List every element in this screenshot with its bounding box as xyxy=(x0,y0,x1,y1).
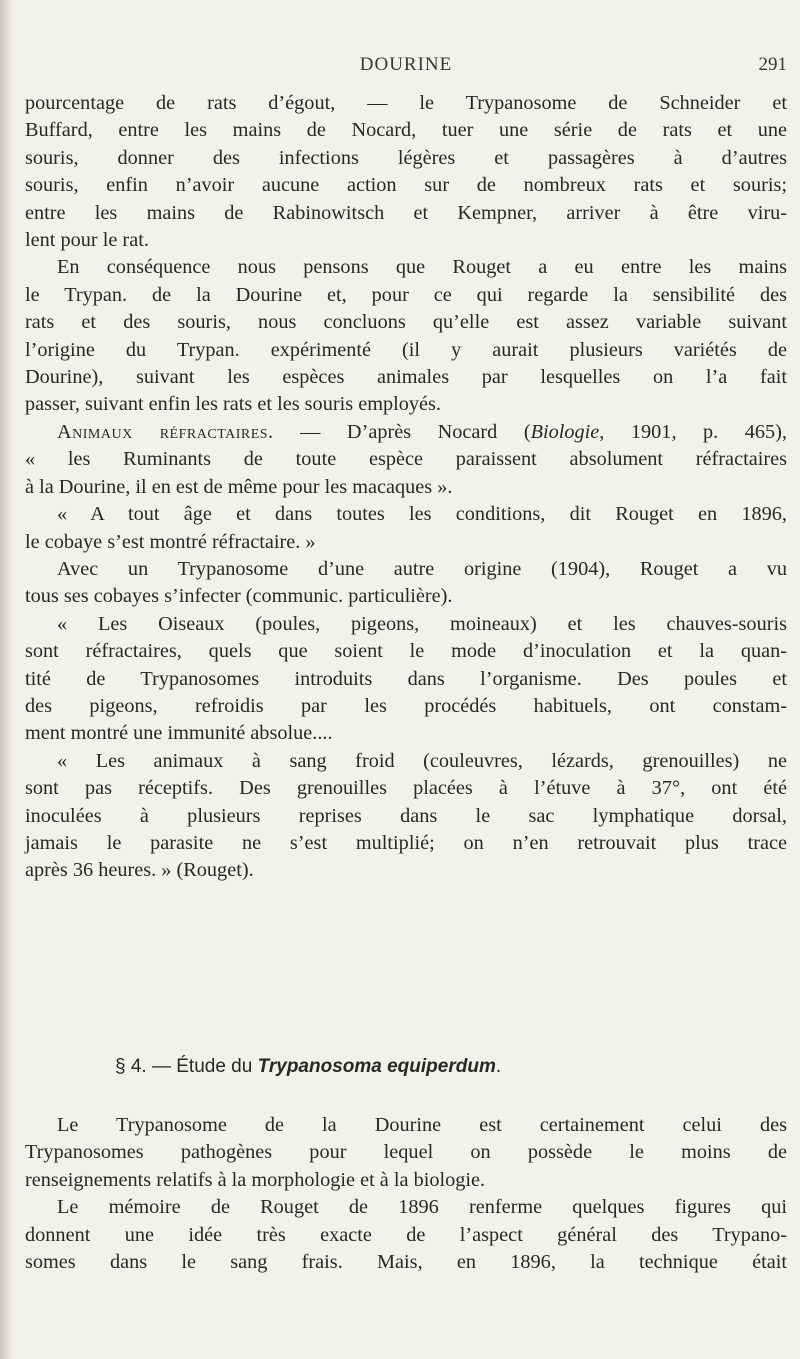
section-heading-title: Trypanosoma equiperdum xyxy=(257,1056,496,1077)
text-line: lent pour le rat. xyxy=(25,229,149,252)
run-in-heading: Animaux réfractaires. xyxy=(57,420,274,443)
text-run: , 1901, p. 465), xyxy=(599,420,787,443)
text-line: entre les mains de Rabinowitsch et Kempner, arriver à être viru- xyxy=(25,201,787,224)
text-line: après 36 heures. » (Rouget). xyxy=(25,859,254,882)
text-line: Dourine), suivant les espèces animales par lesquelles on l’a fait xyxy=(25,366,787,389)
paragraph xyxy=(25,611,787,748)
section-heading-prefix: § 4. — Étude du xyxy=(115,1056,258,1077)
text-line: Le mémoire de Rouget de 1896 renferme quelques figures qui xyxy=(57,1196,787,1219)
text-line: rats et des souris, nous concluons qu’elle est assez variable suivant xyxy=(25,311,787,334)
citation-journal: Biologie xyxy=(530,420,600,443)
text-line: Avec un Trypanosome d’une autre origine (1904), Rouget a vu xyxy=(57,557,787,580)
text-line: En conséquence nous pensons que Rouget a eu entre les mains xyxy=(57,256,787,279)
paragraph xyxy=(25,90,787,254)
text-line: renseignements relatifs à la morphologie et à la biologie. xyxy=(25,1168,486,1191)
text-line: sont pas réceptifs. Des grenouilles placées à l’étuve à 37°, ont été xyxy=(25,777,787,800)
text-line: « les Ruminants de toute espèce paraissent absolument réfractaires xyxy=(25,448,787,471)
text-line: souris, enfin n’avoir aucune action sur de nombreux rats et souris; xyxy=(25,174,787,197)
paragraph xyxy=(25,1194,787,1276)
text-run: — D’après Nocard ( xyxy=(273,420,531,443)
text-line: passer, suivant enfin les rats et les souris employés. xyxy=(25,393,441,416)
text-line: le cobaye s’est montré réfractaire. » xyxy=(25,530,316,553)
text-line: Trypanosomes pathogènes pour lequel on possède le moins de xyxy=(25,1141,787,1164)
text-line: tité de Trypanosomes introduits dans l’organisme. Des poules et xyxy=(25,667,787,690)
text-line xyxy=(25,419,787,446)
text-line: ment montré une immunité absolue.... xyxy=(25,722,333,745)
paragraph xyxy=(25,501,787,556)
text-line: l’origine du Trypan. expérimenté (il y aurait plusieurs variétés de xyxy=(25,338,787,361)
body-text-lower xyxy=(25,1112,787,1276)
text-line: Buffard, entre les mains de Nocard, tuer une série de rats et une xyxy=(25,119,787,142)
paragraph xyxy=(25,556,787,611)
paragraph xyxy=(25,748,787,885)
text-line: souris, donner des infections légères et passagères à d’autres xyxy=(25,146,787,169)
page-number: 291 xyxy=(758,54,787,75)
text-line: jamais le parasite ne s’est multiplié; on n’en retrouvait plus trace xyxy=(25,831,787,854)
text-line: « Les Oiseaux (poules, pigeons, moineaux) et les chauves-souris xyxy=(57,612,787,635)
text-line: des pigeons, refroidis par les procédés habituels, ont constam- xyxy=(25,694,787,717)
paragraph xyxy=(25,254,787,418)
text-line: pourcentage de rats d’égout, — le Trypanosome de Schneider et xyxy=(25,92,787,114)
text-line: « A tout âge et dans toutes les conditions, dit Rouget en 1896, xyxy=(57,503,787,526)
running-head xyxy=(25,54,787,84)
text-line: à la Dourine, il en est de même pour les macaques ». xyxy=(25,475,453,498)
text-line: sont réfractaires, quels que soient le mode d’inoculation et la quan- xyxy=(25,640,787,663)
section-heading-suffix: . xyxy=(495,1056,502,1077)
section-heading xyxy=(25,1056,787,1078)
body-text-upper xyxy=(25,90,787,885)
text-line: « Les animaux à sang froid (couleuvres, lézards, grenouilles) ne xyxy=(57,749,787,772)
text-line: somes dans le sang frais. Mais, en 1896, la technique était xyxy=(25,1251,787,1274)
text-line: inoculées à plusieurs reprises dans le sac lymphatique dorsal, xyxy=(25,804,787,827)
text-line: le Trypan. de la Dourine et, pour ce qui regarde la sensibilité des xyxy=(25,283,787,306)
text-line: donnent une idée très exacte de l’aspect général des Trypano- xyxy=(25,1223,787,1246)
running-title: DOURINE xyxy=(359,54,453,75)
paragraph xyxy=(25,1112,787,1194)
paragraph-animaux-refractaires xyxy=(25,419,787,501)
text-line: tous ses cobayes s’infecter (communic. particulière). xyxy=(25,585,453,608)
text-line: Le Trypanosome de la Dourine est certainement celui des xyxy=(57,1114,787,1136)
